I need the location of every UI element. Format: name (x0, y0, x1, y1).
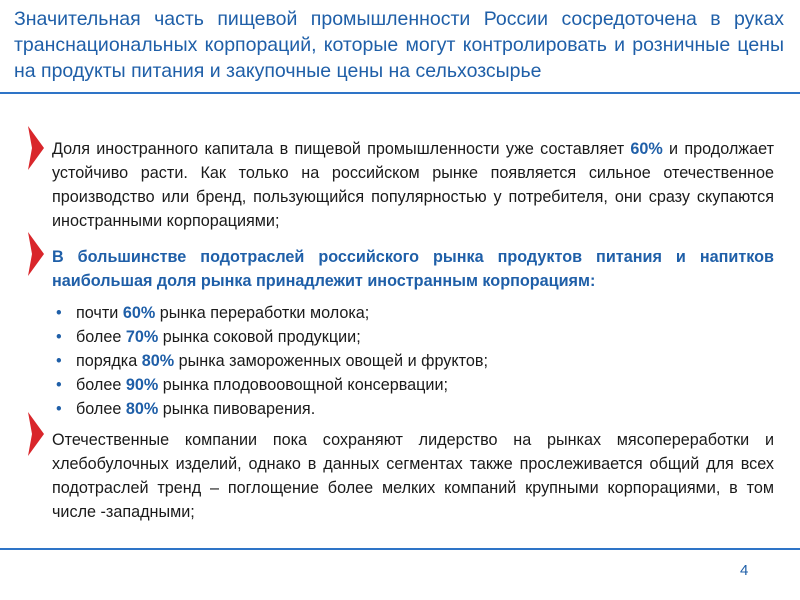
bullet-icon: • (56, 352, 62, 370)
red-chevron-marker-icon (28, 126, 44, 170)
paragraph-domestic-companies: Отечественные компании пока сохраняют лидерство на рынках мясопереработки и хлебобулочных изделий, однако в данных сегментах также прослеживается общий для всех подотраслей тренд – поглощение более мелких компаний крупными корпорациями, в том числе -западными; (52, 431, 774, 521)
highlight-percent: 60% (122, 304, 156, 322)
slide-title: Значительная часть пищевой промышленности России сосредоточена в руках транснациональных корпораций, которые могут контролировать и розничные цены на продукты питания и закупочные цены на сельхозсырье (14, 8, 784, 82)
highlight-percent: 80% (141, 352, 175, 370)
paragraph-text-end: и продолжает устойчиво расти. Как только на российском рынке появляется сильное отечественное производство или бренд, пользующийся популярностью у потребителя, они сразу скупаются иностранными корпорациями; (52, 140, 774, 230)
highlight-percent: 60% (630, 140, 663, 158)
highlight-percent: 80% (125, 400, 159, 418)
market-share-heading: В большинстве подотраслей российского рынка продуктов питания и напитков наибольшая доля рынка принадлежит иностранным корпорациям: (52, 248, 774, 290)
bullet-icon: • (56, 304, 62, 322)
paragraph-foreign-capital (52, 137, 774, 233)
market-share-list (56, 301, 756, 421)
paragraph-text-start: Доля иностранного капитала в пищевой промышленности уже составляет (52, 140, 631, 158)
list-item: • более 90% рынка плодовоовощной консервации; (56, 373, 756, 397)
bullet-icon: • (56, 400, 62, 418)
highlight-percent: 70% (125, 328, 159, 346)
bullet-icon: • (56, 328, 62, 346)
bullet-icon: • (56, 376, 62, 394)
list-item: • почти 60% рынка переработки молока; (56, 301, 756, 325)
bottom-divider (0, 548, 800, 550)
page-number: 4 (740, 562, 749, 579)
top-divider (0, 92, 800, 94)
red-chevron-marker-icon (28, 412, 44, 456)
list-item: • более 80% рынка пивоварения. (56, 397, 756, 421)
red-chevron-marker-icon (28, 232, 44, 276)
list-item: • порядка 80% рынка замороженных овощей и фруктов; (56, 349, 756, 373)
list-item: • более 70% рынка соковой продукции; (56, 325, 756, 349)
highlight-percent: 90% (125, 376, 159, 394)
